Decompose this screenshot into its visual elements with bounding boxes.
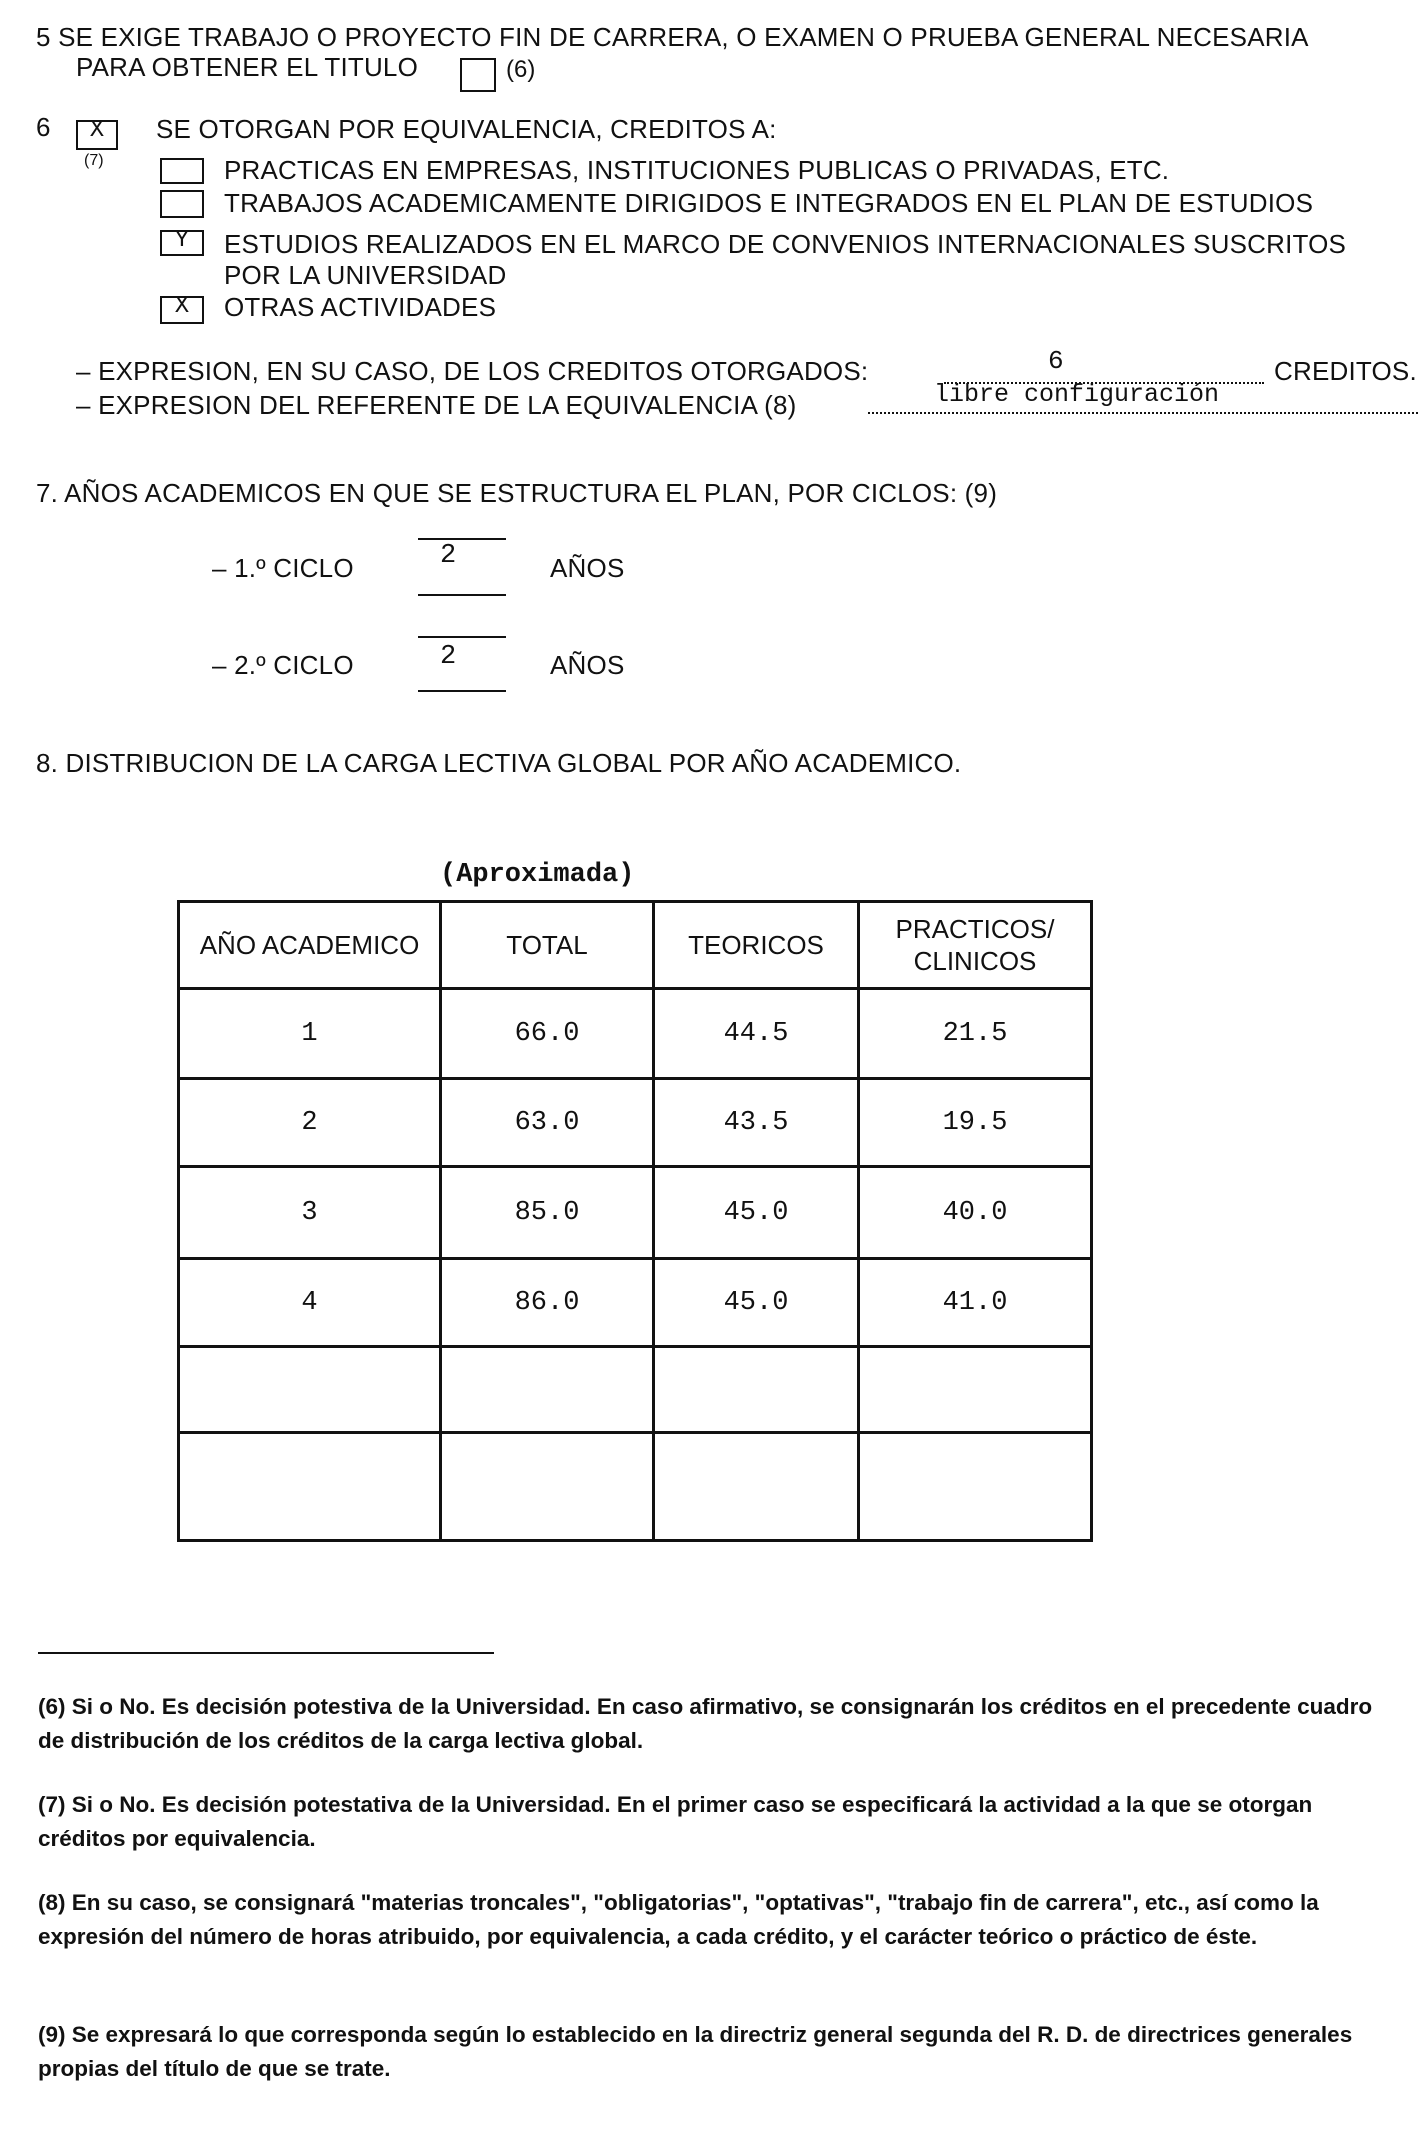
table-row — [179, 989, 1092, 1079]
cell-total — [441, 1347, 654, 1433]
footnote-separator — [38, 1652, 494, 1654]
table-row — [179, 1079, 1092, 1167]
cell-practice — [859, 1433, 1092, 1541]
cell-total: 66.0 — [441, 989, 654, 1079]
table-header-row — [179, 902, 1092, 989]
cycle-1-bottom-line — [418, 594, 506, 596]
cell-practice: 19.5 — [859, 1079, 1092, 1167]
footnote-9: (9) Se expresará lo que corresponda según lo establecido en la directriz general segunda del R. D. de directrices generales propias del título de que se trate. — [38, 2022, 1353, 2081]
header-year: AÑO ACADEMICO — [179, 902, 441, 989]
cycle-2-top-line — [418, 636, 506, 638]
cell-year: 3 — [179, 1167, 441, 1259]
cell-theory — [654, 1347, 859, 1433]
cell-total: 63.0 — [441, 1079, 654, 1167]
option-4-text: OTRAS ACTIVIDADES — [224, 292, 497, 322]
cell-theory: 45.0 — [654, 1259, 859, 1347]
item5-line2: PARA OBTENER EL TITULO — [76, 52, 419, 82]
option-3-checkbox[interactable]: Y — [160, 230, 204, 256]
cell-year: 2 — [179, 1079, 441, 1167]
cell-practice: 40.0 — [859, 1167, 1092, 1259]
approx-note: (Aproximada) — [440, 860, 635, 890]
cycle-2-label: – 2.º CICLO — [212, 650, 354, 680]
header-total: TOTAL — [441, 902, 654, 989]
option-4-checkbox[interactable]: X — [160, 296, 204, 324]
table-row — [179, 1259, 1092, 1347]
item8-title: 8. DISTRIBUCION DE LA CARGA LECTIVA GLOBAL POR AÑO ACADEMICO. — [36, 748, 962, 778]
referent-label: – EXPRESION DEL REFERENTE DE LA EQUIVALENCIA (8) — [76, 390, 797, 420]
item6-heading: SE OTORGAN POR EQUIVALENCIA, CREDITOS A: — [156, 114, 777, 144]
cell-practice — [859, 1347, 1092, 1433]
table-row — [179, 1433, 1092, 1541]
option-3-text: ESTUDIOS REALIZADOS EN EL MARCO DE CONVENIOS INTERNACIONALES SUSCRITOS — [224, 229, 1347, 259]
cell-year: 1 — [179, 989, 441, 1079]
item6-main-ref: (7) — [84, 152, 104, 169]
cell-theory — [654, 1433, 859, 1541]
cycle-2-value[interactable]: 2 — [440, 642, 457, 672]
cell-practice: 21.5 — [859, 989, 1092, 1079]
footnote-6: (6) Si o No. Es decisión potestiva de la Universidad. En caso afirmativo, se consignarán los créditos en el precedente cuadro de distribución de los créditos de la carga lectiva global. — [38, 1694, 1373, 1753]
header-practice-line2: CLINICOS — [913, 946, 1037, 976]
cycle-2-unit: AÑOS — [550, 650, 625, 680]
cell-total: 86.0 — [441, 1259, 654, 1347]
credits-unit: CREDITOS. — [1274, 356, 1417, 386]
cell-practice: 41.0 — [859, 1259, 1092, 1347]
option-1-text: PRACTICAS EN EMPRESAS, INSTITUCIONES PUBLICAS O PRIVADAS, ETC. — [224, 155, 1170, 185]
table-row — [179, 1167, 1092, 1259]
table-row — [179, 1347, 1092, 1433]
item6-main-checkbox[interactable]: X — [76, 120, 118, 150]
referent-value: libre configuración — [934, 380, 1220, 409]
footnote-8: (8) En su caso, se consignará "materias troncales", "obligatorias", "optativas", "trabajo fin de carrera", etc., así como la expresión del número de horas atribuido, por equivalencia, a cada crédito, y el carácter teórico o práctico de éste. — [38, 1890, 1319, 1949]
option-1-checkbox[interactable] — [160, 158, 204, 184]
header-theory: TEORICOS — [654, 902, 859, 989]
cycle-1-unit: AÑOS — [550, 553, 625, 583]
item6-number: 6 — [36, 112, 51, 142]
cycle-1-top-line — [418, 538, 506, 540]
cycle-2-bottom-line — [418, 690, 506, 692]
cell-year — [179, 1433, 441, 1541]
item5-checkbox[interactable] — [460, 58, 496, 92]
cell-year — [179, 1347, 441, 1433]
option-2-checkbox[interactable] — [160, 190, 204, 218]
item5-line1: 5 SE EXIGE TRABAJO O PROYECTO FIN DE CARRERA, O EXAMEN O PRUEBA GENERAL NECESARIA — [36, 22, 1309, 52]
credits-value: 6 — [1048, 346, 1064, 376]
header-practice-line1: PRACTICOS/ — [895, 914, 1055, 944]
item7-title: 7. AÑOS ACADEMICOS EN QUE SE ESTRUCTURA EL PLAN, POR CICLOS: (9) — [36, 478, 998, 508]
item5-ref: (6) — [506, 56, 536, 83]
cell-year: 4 — [179, 1259, 441, 1347]
header-practice — [859, 902, 1092, 989]
cell-theory: 44.5 — [654, 989, 859, 1079]
option-2-text: TRABAJOS ACADEMICAMENTE DIRIGIDOS E INTEGRADOS EN EL PLAN DE ESTUDIOS — [224, 188, 1314, 218]
distribution-table — [177, 900, 1093, 1542]
cell-theory: 45.0 — [654, 1167, 859, 1259]
option-3-text-2: POR LA UNIVERSIDAD — [224, 260, 507, 290]
cell-total: 85.0 — [441, 1167, 654, 1259]
cell-theory: 43.5 — [654, 1079, 859, 1167]
cycle-1-label: – 1.º CICLO — [212, 553, 354, 583]
cycle-1-value[interactable]: 2 — [440, 541, 457, 571]
footnote-7: (7) Si o No. Es decisión potestativa de la Universidad. En el primer caso se especificará la actividad a la que se otorgan créditos por equivalencia. — [38, 1792, 1313, 1851]
cell-total — [441, 1433, 654, 1541]
credits-label: – EXPRESION, EN SU CASO, DE LOS CREDITOS OTORGADOS: — [76, 356, 869, 386]
